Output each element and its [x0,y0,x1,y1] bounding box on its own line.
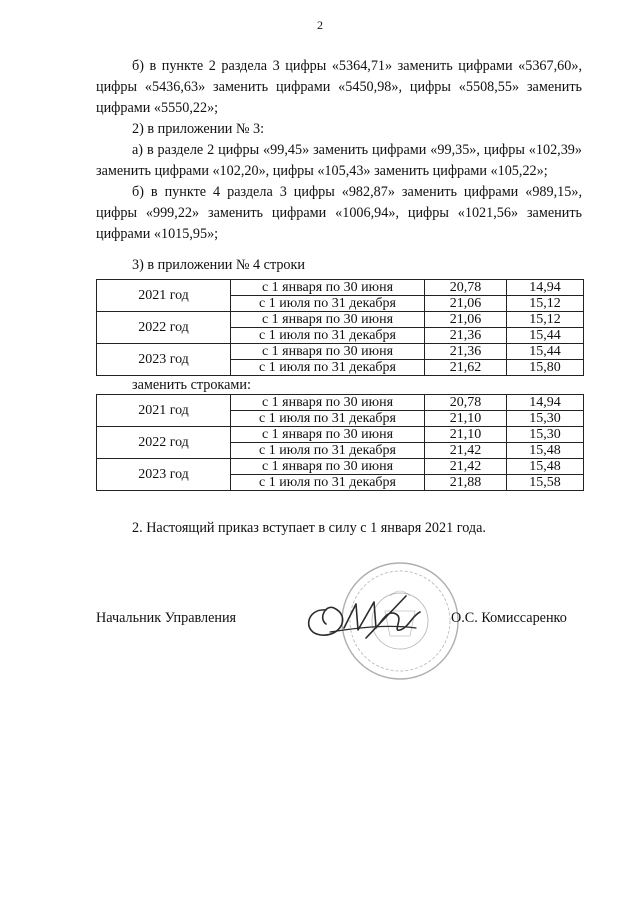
value-cell: 15,12 [507,296,584,312]
year-cell: 2022 год [97,427,231,459]
handwritten-signature [296,588,446,648]
value-cell: 15,48 [507,459,584,475]
year-cell: 2023 год [97,344,231,376]
value-cell: 21,36 [425,328,507,344]
period-cell: с 1 января по 30 июня [231,344,425,360]
year-cell: 2021 год [97,280,231,312]
period-cell: с 1 января по 30 июня [231,280,425,296]
table-row [97,459,584,475]
value-cell: 21,36 [425,344,507,360]
year-cell: 2023 год [97,459,231,491]
signer-position: Начальник Управления [96,610,237,626]
period-cell: с 1 января по 30 июня [231,395,425,411]
replace-label: заменить строками: [132,377,251,393]
period-cell: с 1 января по 30 июня [231,459,425,475]
period-cell: с 1 июля по 31 декабря [231,443,425,459]
year-cell: 2021 год [97,395,231,427]
value-cell: 21,10 [425,411,507,427]
value-cell: 14,94 [507,280,584,296]
value-cell: 15,30 [507,427,584,443]
value-cell: 21,88 [425,475,507,491]
value-cell: 21,10 [425,427,507,443]
value-cell: 21,42 [425,443,507,459]
page-number: 2 [317,18,323,32]
period-cell: с 1 июля по 31 декабря [231,360,425,376]
table-row [97,344,584,360]
value-cell: 21,06 [425,296,507,312]
item-2-heading: 2) в приложении № 3: [132,121,265,137]
paragraph-b-appendix-3: б) в пункте 4 раздела 3 цифры «982,87» заменить цифрами «989,15», цифры «999,22» заменить цифрами «1006,94», цифры «1021,56» заменить цифрами «1015,95»; [96,184,582,242]
value-cell: 21,42 [425,459,507,475]
period-cell: с 1 июля по 31 декабря [231,411,425,427]
period-cell: с 1 июля по 31 декабря [231,296,425,312]
period-cell: с 1 января по 30 июня [231,312,425,328]
value-cell: 14,94 [507,395,584,411]
value-cell: 21,62 [425,360,507,376]
year-cell: 2022 год [97,312,231,344]
period-cell: с 1 июля по 31 декабря [231,475,425,491]
value-cell: 15,58 [507,475,584,491]
value-cell: 20,78 [425,395,507,411]
value-cell: 21,06 [425,312,507,328]
table-row [97,312,584,328]
value-cell: 15,12 [507,312,584,328]
table-row [97,395,584,411]
rates-table-old [96,279,584,376]
value-cell: 15,44 [507,344,584,360]
period-cell: с 1 июля по 31 декабря [231,328,425,344]
table-row [97,427,584,443]
paragraph-a-appendix-3: а) в разделе 2 цифры «99,45» заменить цифрами «99,35», цифры «102,39» заменить цифрами «102,20», цифры «105,43» заменить цифрами «105,22»; [96,142,582,179]
value-cell: 20,78 [425,280,507,296]
period-cell: с 1 января по 30 июня [231,427,425,443]
signer-name: О.С. Комиссаренко [451,610,567,626]
paragraph-b-appendix-2: б) в пункте 2 раздела 3 цифры «5364,71» заменить цифрами «5367,60», цифры «5436,63» заменить цифрами «5450,98», цифры «5508,55» заменить цифрами «5550,22»; [96,58,582,116]
clause-2: 2. Настоящий приказ вступает в силу с 1 января 2021 года. [132,520,486,536]
value-cell: 15,44 [507,328,584,344]
item-3-heading: 3) в приложении № 4 строки [132,257,306,273]
value-cell: 15,80 [507,360,584,376]
value-cell: 15,48 [507,443,584,459]
table-row [97,280,584,296]
value-cell: 15,30 [507,411,584,427]
rates-table-new [96,394,584,491]
